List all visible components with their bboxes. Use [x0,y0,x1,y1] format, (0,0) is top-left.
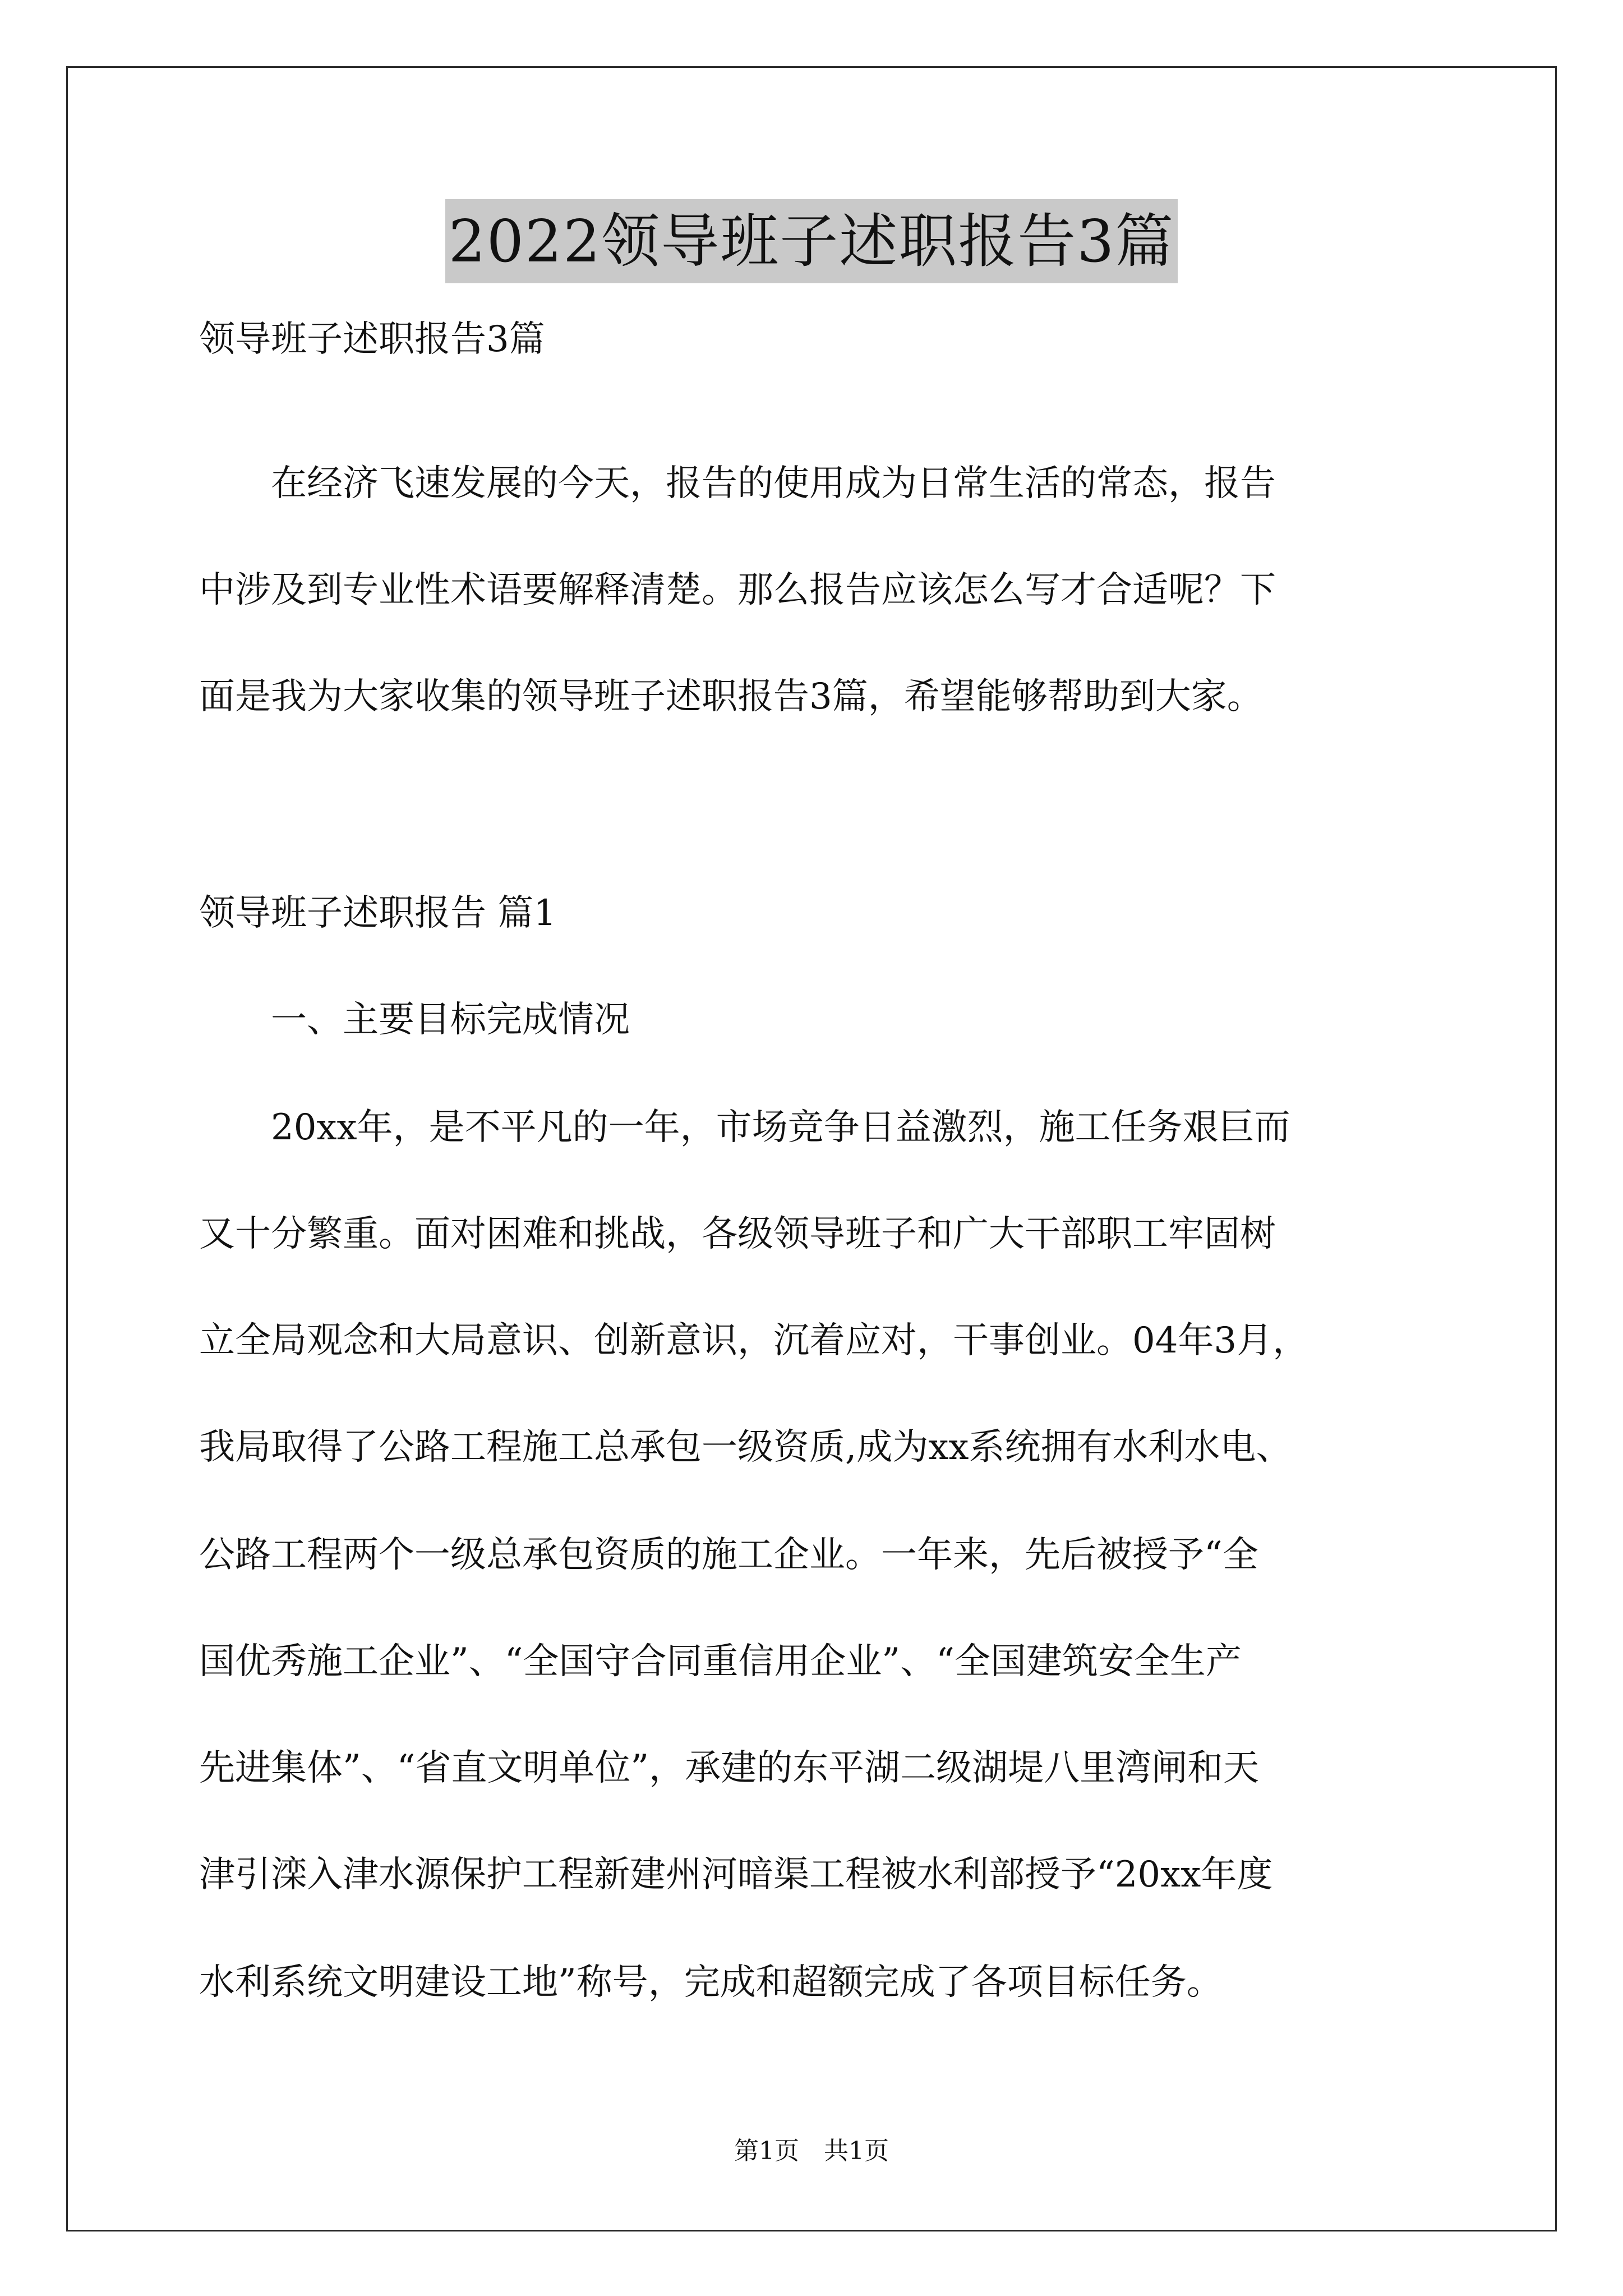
intro-line: 中涉及到专业性术语要解释清楚。那么报告应该怎么写才合适呢？下 [199,569,1276,611]
paragraph-line: 20xx年，是不平凡的一年，市场竞争日益激烈，施工任务艰巨而 [199,1107,1290,1148]
paragraph-line: 国优秀施工企业”、“全国守合同重信用企业”、“全国建筑安全生产 [199,1641,1242,1682]
paragraph-line: 水利系统文明建设工地”称号，完成和超额完成了各项目标任务。 [199,1962,1223,2003]
paragraph-line: 又十分繁重。面对困难和挑战，各级领导班子和广大干部职工牢固树 [199,1213,1276,1255]
intro-line: 面是我为大家收集的领导班子述职报告3篇，希望能够帮助到大家。 [199,676,1263,717]
page-number-footer: 第1页 共1页 [734,2137,889,2165]
paragraph-line: 津引滦入津水源保护工程新建州河暗渠工程被水利部授予“20xx年度 [199,1854,1273,1895]
section-heading: 领导班子述职报告 篇1 [199,892,557,934]
item-heading: 一、主要目标完成情况 [199,999,630,1041]
document-subtitle: 领导班子述职报告3篇 [199,319,545,360]
paragraph-line: 先进集体”、“省直文明单位”，承建的东平湖二级湖堤八里湾闸和天 [199,1747,1260,1789]
paragraph-line: 我局取得了公路工程施工总承包一级资质,成为xx系统拥有水利水电、 [199,1427,1292,1468]
intro-line: 在经济飞速发展的今天，报告的使用成为日常生活的常态，报告 [199,463,1276,504]
paragraph-line: 公路工程两个一级总承包资质的施工企业。一年来，先后被授予“全 [199,1534,1258,1576]
document-title: 2022领导班子述职报告3篇 [445,199,1178,283]
title-block [0,199,1623,283]
paragraph-line: 立全局观念和大局意识、创新意识，沉着应对，干事创业。04年3月， [199,1320,1309,1361]
